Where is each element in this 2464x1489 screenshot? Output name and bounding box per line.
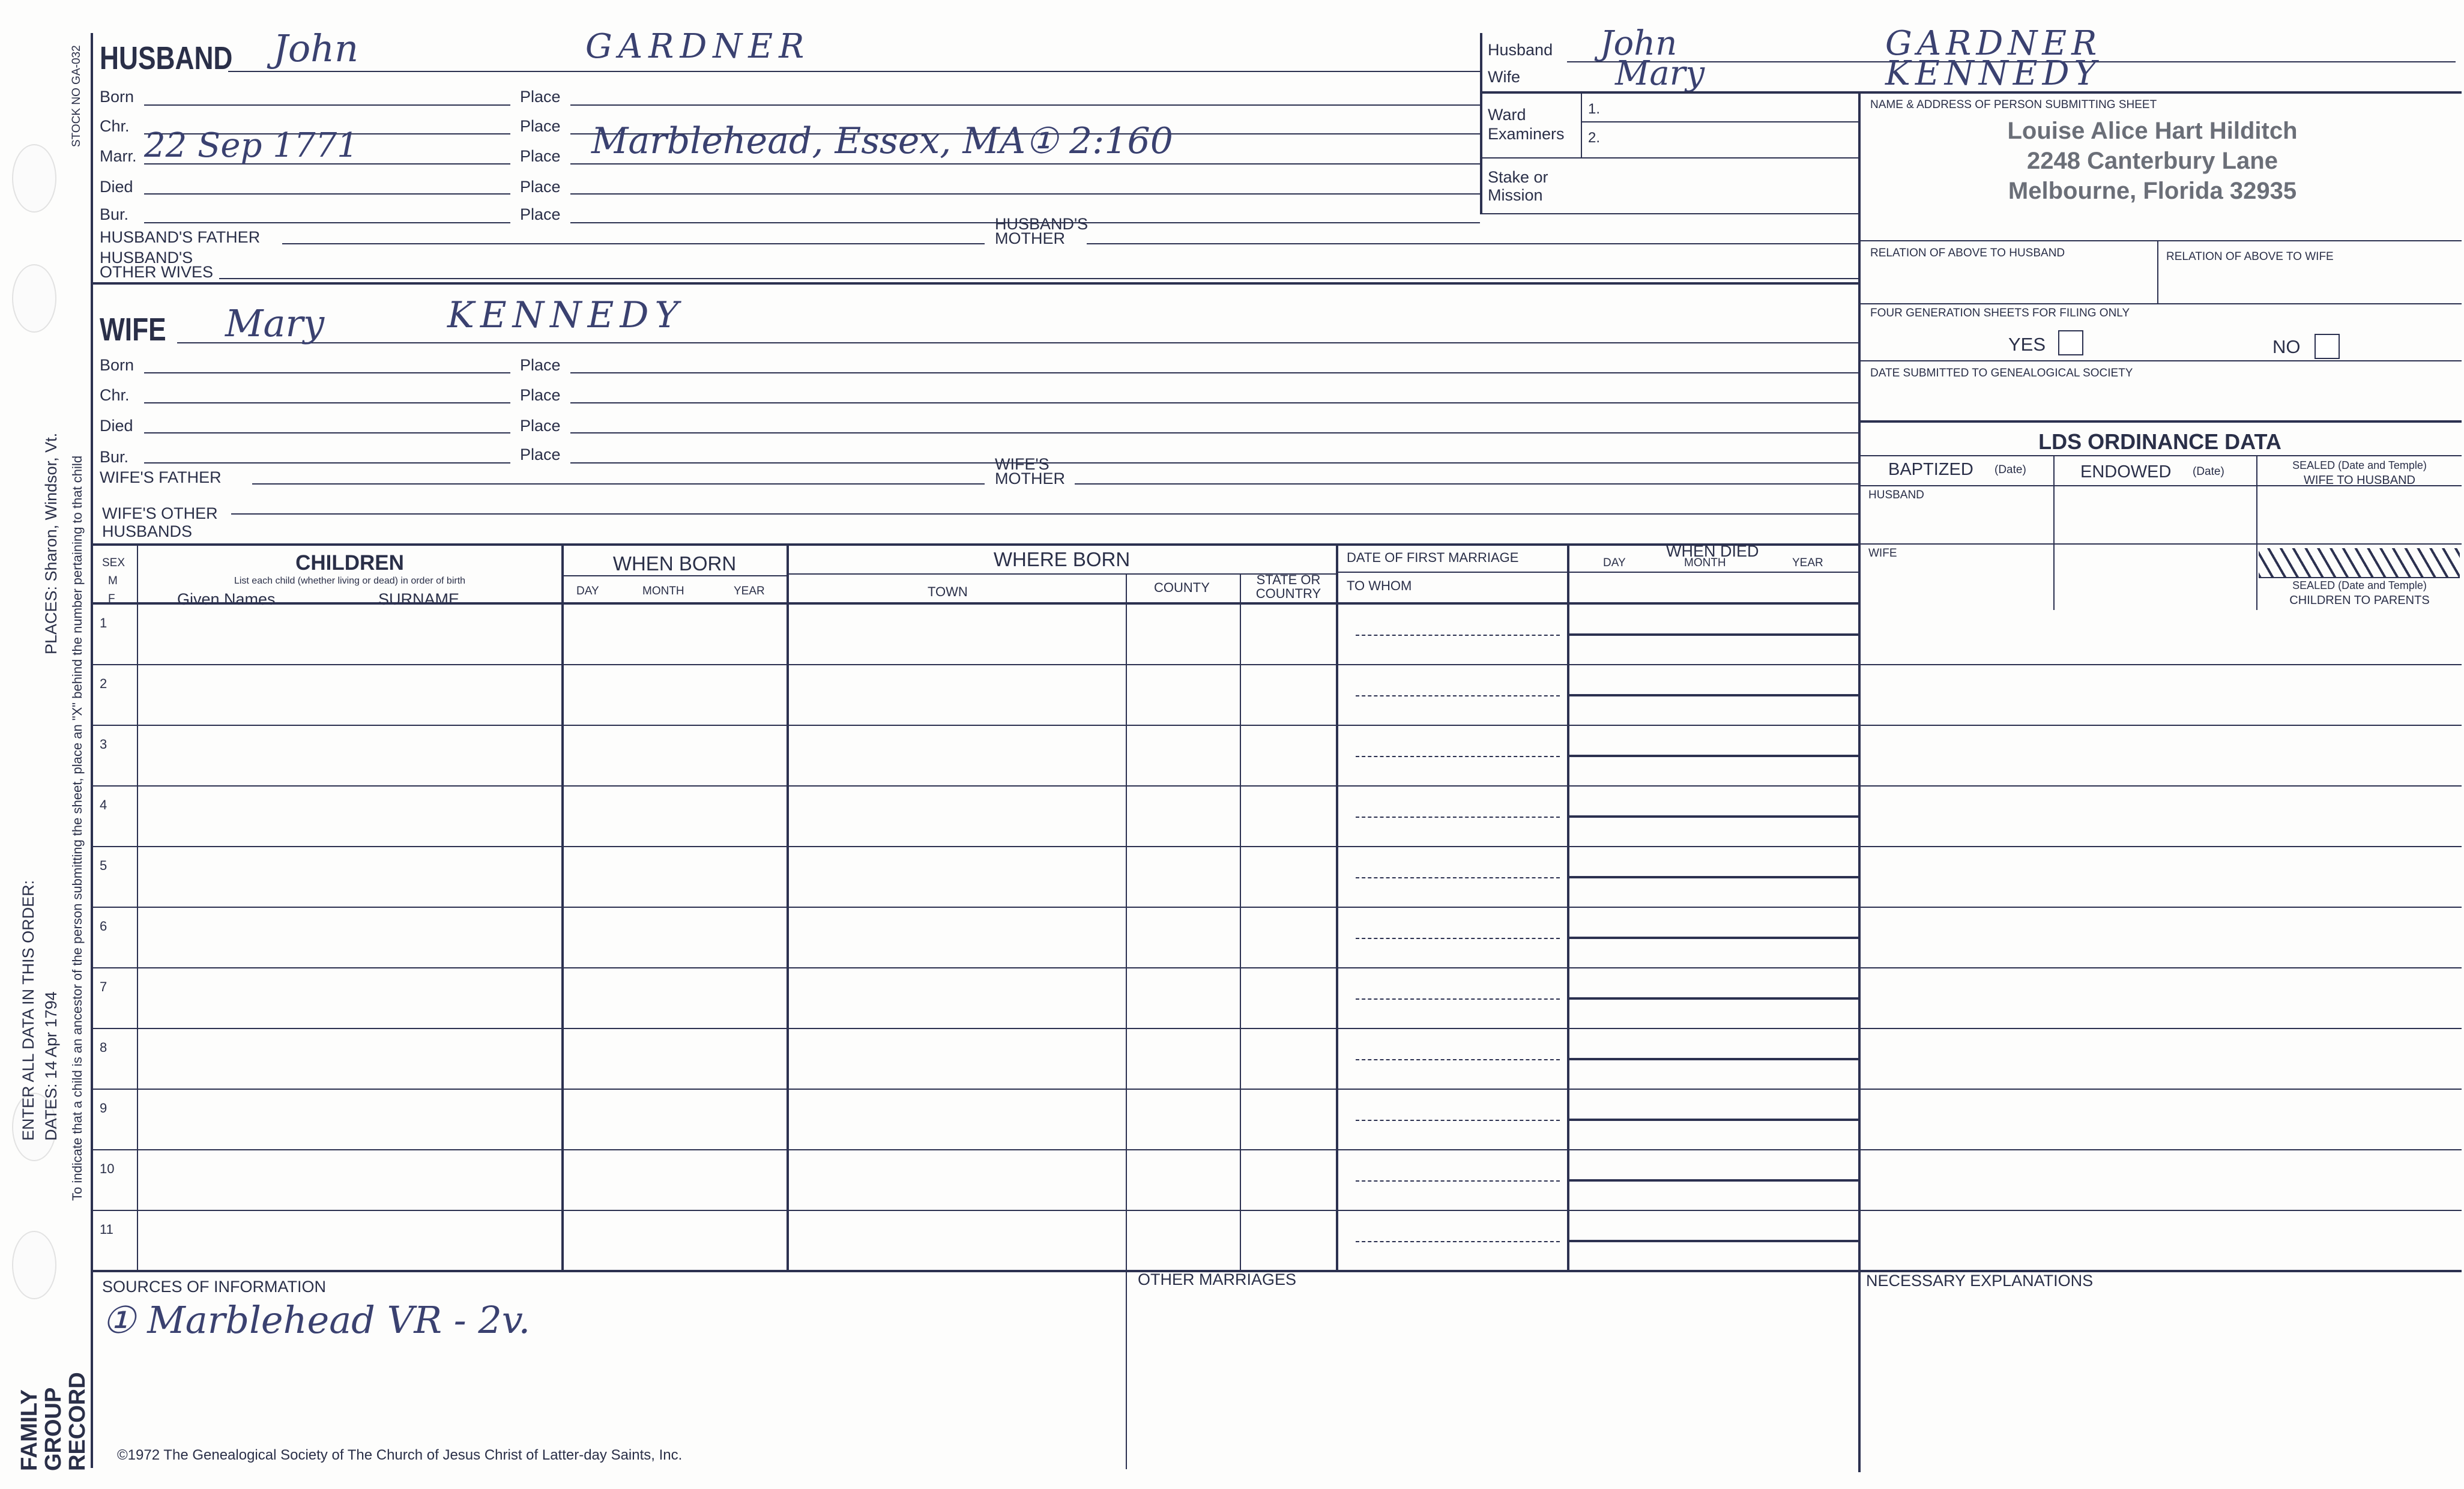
died-day-header: DAY [1603,557,1626,569]
row-number: 9 [100,1101,107,1116]
ward-examiners-label-1: Ward [1488,106,1526,124]
row-divider [91,967,2462,968]
wife-died-place-label: Place [520,417,561,435]
death-date-cell[interactable] [1567,788,1861,818]
enter-order-instruction: ENTER ALL DATA IN THIS ORDER: [19,880,37,1141]
sealed-children-label-1: SEALED (Date and Temple) [2292,579,2427,591]
marriage-date-dash [1356,756,1560,757]
row-number: 6 [100,919,107,934]
wife-father-label: WIFE'S FATHER [100,468,222,486]
children-header: CHILDREN [295,551,404,575]
born-month-header: MONTH [642,585,684,597]
endowed-date-label: (Date) [2193,465,2224,478]
husband-marr-place-label: Place [520,147,561,165]
husband-marr-label: Marr. [100,147,137,165]
row-number: 4 [100,797,107,812]
sealed-hatch [2259,548,2460,578]
summary-wife-given: Mary [1615,54,1705,93]
husband-surname: GARDNER [585,27,811,66]
row-number: 10 [100,1161,115,1176]
wife-other-husbands-label-1: WIFE'S OTHER [102,504,218,522]
died-year-header: YEAR [1792,557,1823,569]
lds-husband-label: HUSBAND [1868,489,1924,501]
husband-died-label: Died [100,178,133,196]
submitter-city: Melbourne, Florida 32935 [2008,178,2297,204]
stake-mission-label-2: Mission [1488,186,1543,204]
marriage-date-dash [1356,695,1560,696]
examiner-1-number: 1. [1588,101,1601,117]
husband-mother-label-1: HUSBAND'S [995,215,1089,233]
sealed-wife-label-1: SEALED (Date and Temple) [2292,459,2427,471]
row-number: 8 [100,1040,107,1055]
marriage-date-dash [1356,1120,1560,1121]
four-generation-label: FOUR GENERATION SHEETS FOR FILING ONLY [1870,307,2130,319]
dates-example: DATES: 14 Apr 1794 [42,991,60,1141]
row-divider [91,664,2462,665]
marriage-date-dash [1356,1180,1560,1182]
wife-born-label: Born [100,356,134,374]
sex-m-header: M [108,575,118,587]
died-month-header: MONTH [1684,557,1726,569]
husband-chr-place-label: Place [520,117,561,135]
marriage-date-dash [1356,817,1560,818]
row-divider [91,1028,2462,1029]
summary-husband-given: John [1600,24,1677,63]
marriage-date-dash [1356,635,1560,636]
where-born-header: WHERE BORN [993,548,1131,570]
to-whom-header: TO WHOM [1347,578,1412,593]
wife-heading: WIFE [100,312,166,348]
when-died-header: WHEN DIED [1666,542,1759,560]
death-date-cell[interactable] [1567,667,1861,696]
row-number: 3 [100,737,107,752]
yes-label: YES [2008,334,2046,355]
sources-entry: ① Marblehead VR - 2v. [102,1298,531,1342]
row-divider [91,1089,2462,1090]
first-marriage-header: DATE OF FIRST MARRIAGE [1347,550,1519,565]
row-number: 5 [100,858,107,873]
row-divider [91,785,2462,787]
lds-wife-label: WIFE [1868,547,1897,560]
stake-mission-label-1: Stake or [1488,168,1548,186]
sealed-children-label-2: CHILDREN TO PARENTS [2289,594,2430,607]
ward-examiners-label-2: Examiners [1488,125,1565,143]
husband-bur-label: Bur. [100,205,129,223]
row-divider [91,907,2462,908]
state-header-1: STATE OR [1256,572,1321,587]
wife-bur-label: Bur. [100,448,129,466]
copyright-notice: ©1972 The Genealogical Society of The Church of Jesus Christ of Latter-day Saints, Inc. [117,1447,683,1463]
relation-to-husband-label: RELATION OF ABOVE TO HUSBAND [1870,247,2065,259]
sealed-wife-label-2: WIFE TO HUSBAND [2304,474,2415,487]
examiner-2-number: 2. [1588,130,1601,146]
row-divider [91,725,2462,726]
husband-chr-label: Chr. [100,117,130,135]
husband-other-wives-label-1: HUSBAND'S [100,249,193,267]
wife-born-place-label: Place [520,356,561,374]
binder-hole [12,144,56,213]
husband-born-place-label: Place [520,88,561,106]
sex-header: SEX [102,557,125,569]
husband-born-label: Born [100,88,134,106]
baptized-label: BAPTIZED [1888,460,1973,479]
submitter-street: 2248 Canterbury Lane [2027,148,2278,174]
wife-surname: KENNEDY [447,294,685,336]
born-year-header: YEAR [734,585,765,597]
date-submitted-label: DATE SUBMITTED TO GENEALOGICAL SOCIETY [1870,367,2133,379]
death-date-cell[interactable] [1567,728,1861,757]
children-note: List each child (whether living or dead) in order of birth [234,576,466,586]
husband-given-name: John [273,26,359,70]
town-header: TOWN [928,584,968,599]
husband-marriage-date: 22 Sep 1771 [144,126,358,165]
husband-bur-place-label: Place [520,205,561,223]
other-marriages-label: OTHER MARRIAGES [1138,1270,1297,1288]
yes-checkbox[interactable] [2058,330,2083,355]
sex-f-header: F [108,593,115,605]
husband-heading: HUSBAND [100,40,233,76]
row-number: 7 [100,979,107,994]
wife-mother-label-2: MOTHER [995,470,1065,488]
summary-husband-surname: GARDNER [1885,24,2102,63]
row-divider [91,1210,2462,1211]
sources-label: SOURCES OF INFORMATION [102,1278,327,1296]
row-divider [91,1149,2462,1150]
husband-other-wives-label-2: OTHER WIVES [100,263,214,281]
when-born-header: WHEN BORN [612,552,737,575]
binder-hole [12,264,56,333]
death-date-cell[interactable] [1567,1152,1861,1182]
summary-wife-label: Wife [1488,68,1520,86]
husband-mother-label-2: MOTHER [995,229,1065,247]
marriage-date-dash [1356,877,1560,878]
husband-marriage-place: Marblehead, Essex, MA① 2:160 [591,120,1173,162]
marriage-date-dash [1356,998,1560,1000]
death-date-cell[interactable] [1567,606,1861,636]
wife-mother-label-1: WIFE'S [995,455,1049,473]
summary-husband-label: Husband [1488,41,1553,59]
row-number: 1 [100,615,107,630]
binder-hole [12,1231,56,1299]
submitter-name: Louise Alice Hart Hilditch [2007,118,2298,144]
death-date-cell[interactable] [1567,1213,1861,1242]
wife-chr-label: Chr. [100,386,130,404]
no-label: NO [2272,336,2301,357]
endowed-label: ENDOWED [2080,462,2172,482]
husband-died-place-label: Place [520,178,561,196]
marriage-date-dash [1356,1241,1560,1242]
born-day-header: DAY [576,585,599,597]
submitter-heading: NAME & ADDRESS OF PERSON SUBMITTING SHEET [1870,98,2157,111]
wife-given-name: Mary [225,301,325,345]
form-title-line1: FAMILY [17,1389,42,1471]
wife-other-husbands-label-2: HUSBANDS [102,522,193,540]
baptized-date-label: (Date) [1994,464,2026,476]
summary-wife-surname: KENNEDY [1885,54,2101,93]
necessary-explanations-label: NECESSARY EXPLANATIONS [1866,1272,2094,1290]
given-names-header: Given Names [177,590,276,608]
row-number: 2 [100,676,107,691]
places-example: PLACES: Sharon, Windsor, Vt. [42,432,60,654]
county-header: COUNTY [1154,580,1210,595]
ancestor-instruction: To indicate that a child is an ancestor of the person submitting the sheet, place an "X" behind the number pertaining to that child [70,455,85,1201]
surname-header: SURNAME [378,590,460,608]
death-date-cell[interactable] [1567,970,1861,1000]
death-date-cell[interactable] [1567,910,1861,939]
death-date-cell[interactable] [1567,1031,1861,1060]
left-border [91,33,93,1468]
row-divider [91,846,2462,847]
no-checkbox[interactable] [2315,334,2340,359]
marriage-date-dash [1356,938,1560,939]
wife-died-label: Died [100,417,133,435]
stock-number: STOCK NO GA-032 [70,45,83,147]
marriage-date-dash [1356,1059,1560,1060]
state-header-2: COUNTRY [1255,586,1321,601]
form-title-line2: GROUP [41,1387,66,1471]
lds-ordinance-title: LDS ORDINANCE DATA [2038,429,2281,454]
death-date-cell[interactable] [1567,1092,1861,1121]
wife-chr-place-label: Place [520,386,561,404]
form-title-line3: RECORD [65,1372,90,1471]
husband-father-label: HUSBAND'S FATHER [100,228,261,246]
row-number: 11 [100,1222,113,1237]
death-date-cell[interactable] [1567,849,1861,878]
wife-bur-place-label: Place [520,445,561,464]
relation-to-wife-label: RELATION OF ABOVE TO WIFE [2166,250,2334,263]
